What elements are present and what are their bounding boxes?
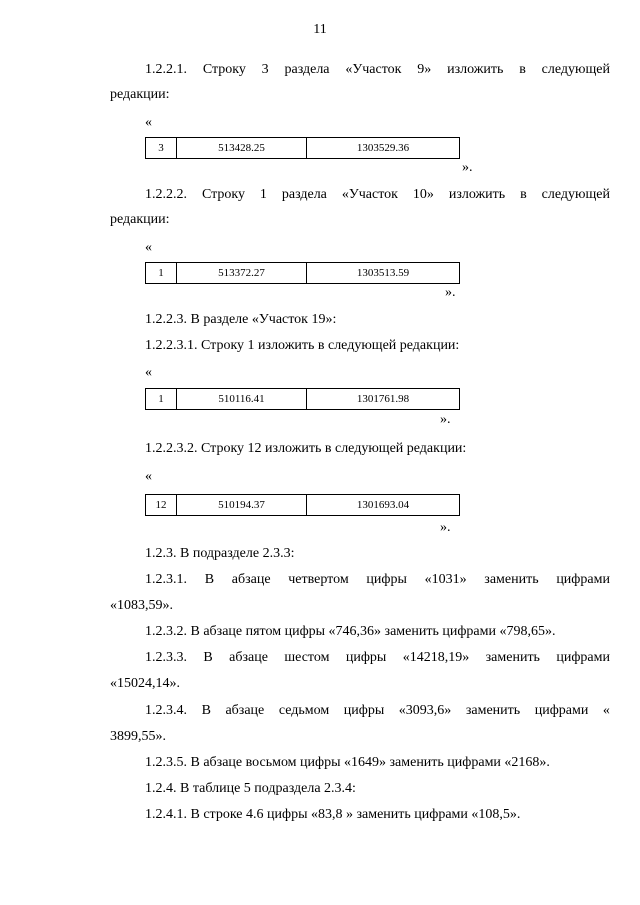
point-number-cell: 1 <box>146 389 177 410</box>
word: в <box>519 62 526 77</box>
paragraph-1233-line2: «15024,14». <box>110 676 180 691</box>
word: абзаце <box>229 650 268 665</box>
word: цифрами <box>556 650 610 665</box>
word: раздела <box>284 62 330 77</box>
word: изложить <box>448 187 506 202</box>
word: шестом <box>284 650 330 665</box>
word: 1.2.3.3. <box>145 650 187 665</box>
quote-close: ». <box>440 412 451 427</box>
word: изложить <box>447 62 504 77</box>
paragraph-1235: 1.2.3.5. В абзаце восьмом цифры «1649» заменить цифрами «2168». <box>145 755 550 770</box>
x-coordinate-cell: 510194.37 <box>177 495 307 516</box>
paragraph-1231-line1 <box>145 572 610 588</box>
paragraph-1231-line2: «1083,59». <box>110 598 173 613</box>
word: В <box>204 572 215 587</box>
paragraph-1233-line1 <box>145 650 610 666</box>
quote-open: « <box>145 115 152 130</box>
paragraph-1222-line2: редакции: <box>110 212 170 227</box>
y-coordinate-cell: 1303513.59 <box>307 263 460 284</box>
word: цифры <box>345 650 387 665</box>
word: В <box>203 650 213 665</box>
word: 1 <box>259 187 267 202</box>
table-row <box>146 138 460 159</box>
paragraph-1221-line2: редакции: <box>110 87 170 102</box>
paragraph-12232: 1.2.2.3.2. Строку 12 изложить в следующей редакции: <box>145 441 467 456</box>
coordinates-table <box>145 494 460 516</box>
quote-open: « <box>145 365 152 380</box>
point-number-cell: 12 <box>146 495 177 516</box>
word: 9» <box>417 62 432 77</box>
point-number-cell: 3 <box>146 138 177 159</box>
quote-close: ». <box>445 285 456 300</box>
paragraph-1223: 1.2.2.3. В разделе «Участок 19»: <box>145 312 337 327</box>
quote-open: « <box>145 469 152 484</box>
word: заменить <box>485 650 540 665</box>
word: цифры <box>343 703 385 718</box>
paragraph-1221-line1 <box>145 62 610 78</box>
paragraph-1222-line1 <box>145 187 610 203</box>
word: 1.2.3.1. <box>145 572 187 587</box>
word: 1.2.3.4. <box>145 703 187 718</box>
word: « <box>602 703 610 718</box>
word: В <box>201 703 211 718</box>
paragraph-123: 1.2.3. В подразделе 2.3.3: <box>145 546 295 561</box>
coordinates-table <box>145 262 460 284</box>
word: следующей <box>541 187 610 202</box>
point-number-cell: 1 <box>146 263 177 284</box>
coordinates-table <box>145 388 460 410</box>
word: Строку <box>201 187 245 202</box>
quote-close: ». <box>462 160 473 175</box>
word: 1.2.2.2. <box>145 187 187 202</box>
word: «Участок <box>341 187 398 202</box>
word: в <box>520 187 527 202</box>
table-row <box>146 389 460 410</box>
word: «Участок <box>345 62 402 77</box>
word: Строку <box>202 62 246 77</box>
word: абзаце <box>225 703 265 718</box>
x-coordinate-cell: 513372.27 <box>177 263 307 284</box>
word: 10» <box>412 187 434 202</box>
word: цифрами <box>534 703 589 718</box>
word: раздела <box>281 187 327 202</box>
y-coordinate-cell: 1301693.04 <box>307 495 460 516</box>
word: «14218,19» <box>402 650 470 665</box>
paragraph-1234-line2: 3899,55». <box>110 729 166 744</box>
page-number: 11 <box>313 22 327 37</box>
paragraph-124: 1.2.4. В таблице 5 подраздела 2.3.4: <box>145 781 356 796</box>
word: заменить <box>484 572 539 587</box>
x-coordinate-cell: 513428.25 <box>177 138 307 159</box>
word: седьмом <box>278 703 330 718</box>
word: цифры <box>366 572 407 587</box>
word: 3 <box>261 62 269 77</box>
y-coordinate-cell: 1303529.36 <box>307 138 460 159</box>
word: «3093,6» <box>398 703 452 718</box>
word: 1.2.2.1. <box>145 62 187 77</box>
y-coordinate-cell: 1301761.98 <box>307 389 460 410</box>
word: заменить <box>465 703 521 718</box>
quote-open: « <box>145 240 152 255</box>
word: «1031» <box>424 572 467 587</box>
paragraph-12231: 1.2.2.3.1. Строку 1 изложить в следующей редакции: <box>145 338 460 353</box>
paragraph-1234-line1 <box>145 703 610 719</box>
table-row <box>146 263 460 284</box>
x-coordinate-cell: 510116.41 <box>177 389 307 410</box>
word: следующей <box>541 62 610 77</box>
word: абзаце <box>231 572 271 587</box>
word: цифрами <box>556 572 610 587</box>
quote-close: ». <box>440 520 451 535</box>
coordinates-table <box>145 137 460 159</box>
paragraph-1232: 1.2.3.2. В абзаце пятом цифры «746,36» заменить цифрами «798,65». <box>145 624 556 639</box>
table-row <box>146 495 460 516</box>
word: четвертом <box>288 572 349 587</box>
paragraph-1241: 1.2.4.1. В строке 4.6 цифры «83,8 » заменить цифрами «108,5». <box>145 807 521 822</box>
